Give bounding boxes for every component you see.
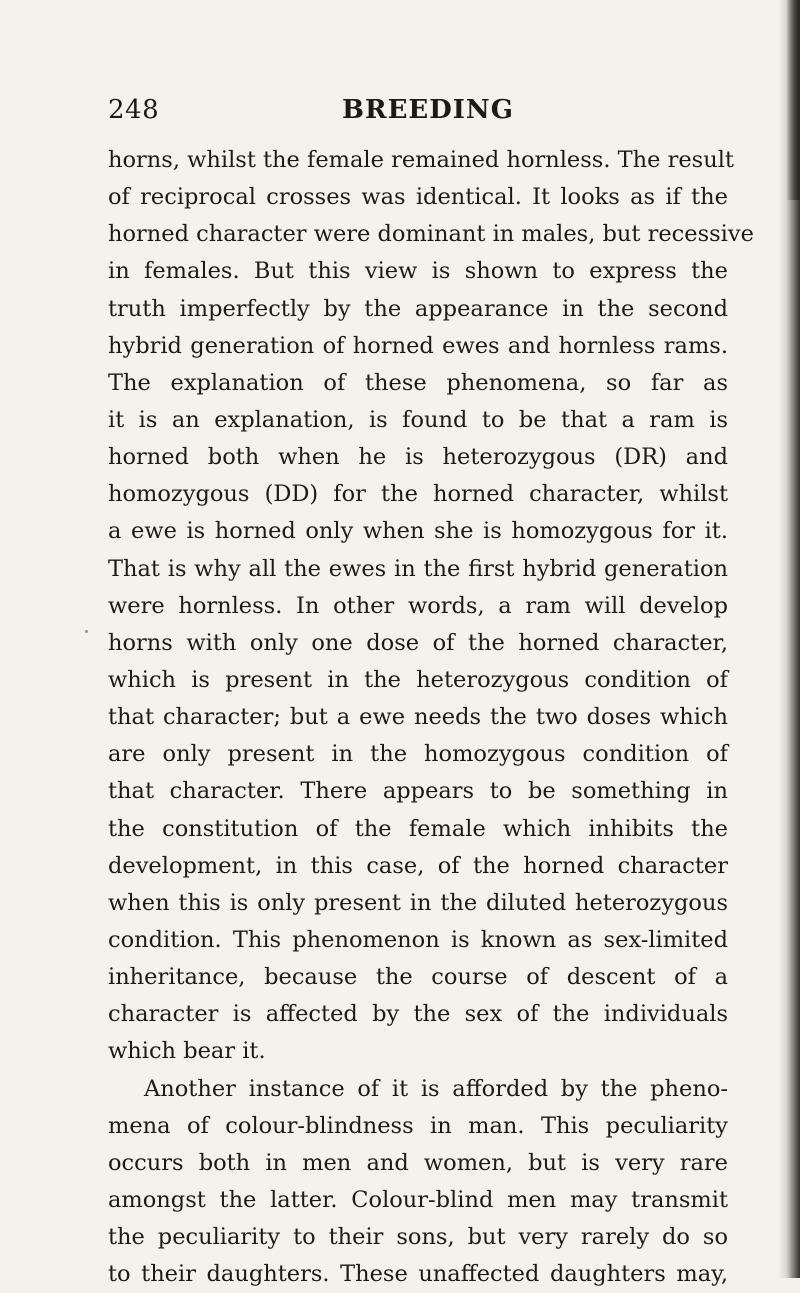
text-line: development, in this case, of the horned character — [108, 852, 728, 879]
text-line: horns, whilst the female remained hornless. The result — [108, 147, 734, 173]
text-line: amongst the latter. Colour-blind men may transmit — [108, 1186, 728, 1213]
margin-mark — [85, 630, 88, 633]
text-line: homozygous (DD) for the horned character, whilst — [108, 481, 728, 508]
paragraph-start-line: Another instance of it is afforded by the pheno- — [144, 1075, 728, 1102]
text-line: that character. There appears to be something in — [108, 778, 728, 805]
running-head: BREEDING — [342, 95, 514, 125]
text-line: that character; but a ewe needs the two doses which — [108, 704, 728, 731]
page-header — [108, 92, 728, 132]
text-line: occurs both in men and women, but is very rare — [108, 1149, 728, 1176]
text-line: truth imperfectly by the appearance in the second — [108, 295, 728, 322]
page-number: 248 — [108, 95, 160, 125]
text-line: a ewe is horned only when she is homozygous for it. — [108, 518, 728, 545]
text-line: The explanation of these phenomena, so far as — [108, 369, 728, 396]
paragraph-end-line: which bear it. — [108, 1038, 266, 1065]
text-line: horned character were dominant in males, but recessive — [108, 221, 754, 248]
text-line: hybrid generation of horned ewes and hornless rams. — [108, 332, 728, 359]
text-line: the peculiarity to their sons, but very rarely do so — [108, 1224, 728, 1251]
text-line: horns with only one dose of the horned character, — [108, 629, 728, 656]
text-line: when this is only present in the diluted heterozygous — [108, 889, 728, 916]
page-edge-shadow-top — [786, 0, 800, 200]
text-line: which is present in the heterozygous condition of — [108, 666, 728, 693]
text-line: horned both when he is heterozygous (DR) and — [108, 444, 728, 471]
text-line: are only present in the homozygous condition of — [108, 741, 728, 768]
text-line: it is an explanation, is found to be that a ram is — [108, 406, 728, 433]
text-line: character is affected by the sex of the individuals — [108, 1001, 728, 1028]
text-line: to their daughters. These unaffected daughters may, — [108, 1261, 728, 1288]
text-line: That is why all the ewes in the first hybrid generation — [108, 555, 728, 582]
body-text — [108, 142, 754, 1293]
text-line: the constitution of the female which inhibits the — [108, 815, 728, 842]
text-line: in females. But this view is shown to express the — [108, 258, 728, 285]
text-line: inheritance, because the course of descent of a — [108, 964, 728, 991]
text-line: mena of colour-blindness in man. This peculiarity — [108, 1112, 728, 1139]
text-line: condition. This phenomenon is known as sex-limited — [108, 926, 728, 953]
text-line: were hornless. In other words, a ram will develop — [108, 592, 728, 619]
text-line: of reciprocal crosses was identical. It looks as if the — [108, 184, 728, 211]
